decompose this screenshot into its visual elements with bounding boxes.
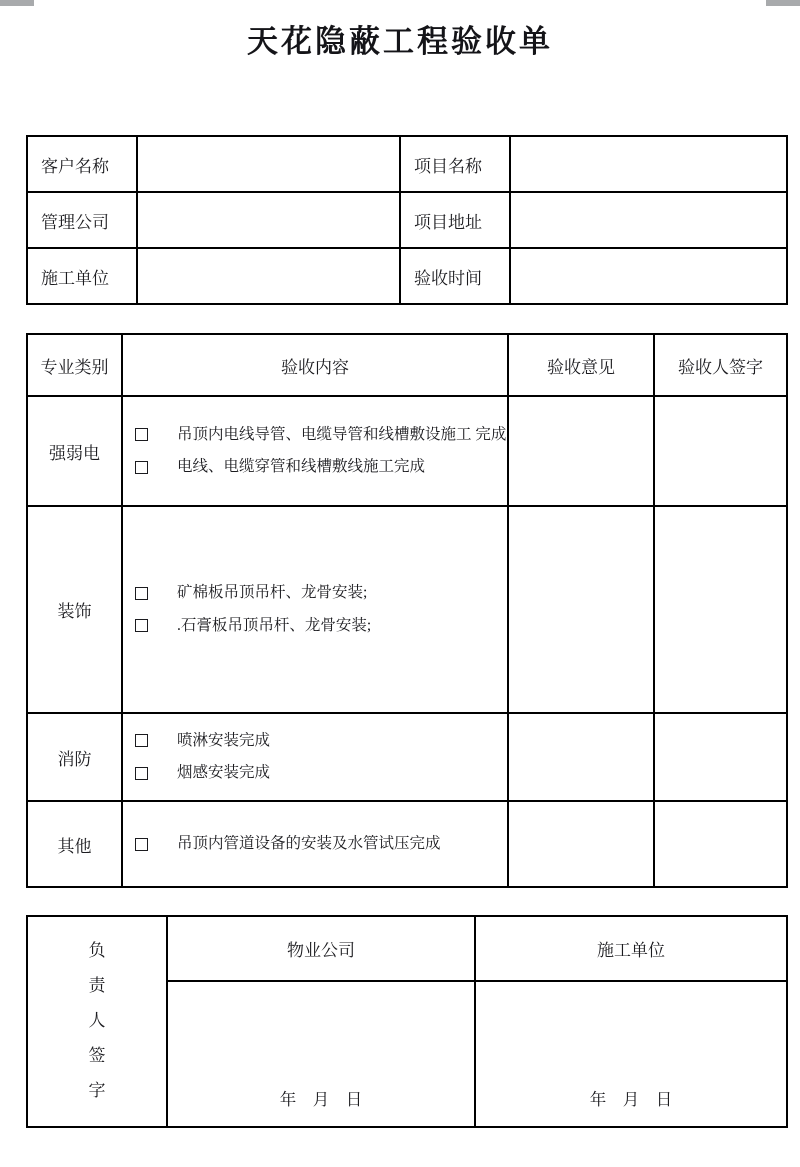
label-customer-name: 客户名称 [27, 136, 137, 192]
value-project-name [510, 136, 787, 192]
opinion-cell [508, 801, 654, 887]
table-row-decoration [27, 506, 787, 713]
check-item-label: 电线、电缆穿管和线槽敷线施工完成 [177, 458, 426, 475]
value-construction-unit [137, 248, 400, 304]
check-item-label: 矿棉板吊顶吊杆、龙骨安装; [177, 584, 368, 602]
date-placeholder: 年 月 日 [589, 1090, 673, 1109]
content-electrical [122, 396, 508, 506]
date-placeholder: 年 月 日 [279, 1090, 363, 1109]
column-construction-unit: 施工单位 [475, 916, 787, 981]
table-row [27, 916, 787, 981]
check-item-label: 吊顶内电线导管、电缆导管和线槽敷设施工 完成 [177, 425, 507, 443]
signature-area-construction [475, 981, 787, 1127]
content-fire [122, 713, 508, 801]
scan-artifact-right [766, 0, 800, 6]
value-acceptance-time [510, 248, 787, 304]
table-row-fire [27, 713, 787, 801]
check-item-label: 烟感安装完成 [177, 764, 271, 781]
list-item [135, 833, 499, 855]
list-item [135, 582, 499, 604]
checkbox-icon [135, 587, 148, 600]
category-fire: 消防 [27, 713, 122, 801]
opinion-cell [508, 506, 654, 713]
checkbox-icon [135, 767, 148, 780]
list-item [135, 762, 499, 784]
project-info-table [26, 135, 788, 305]
opinion-cell [508, 396, 654, 506]
checkbox-icon [135, 734, 148, 747]
content-decoration [122, 506, 508, 713]
list-item [135, 615, 499, 637]
column-property-company: 物业公司 [167, 916, 475, 981]
list-item [135, 730, 499, 752]
signer-cell [654, 506, 787, 713]
label-project-name: 项目名称 [400, 136, 510, 192]
checkbox-icon [135, 461, 148, 474]
label-construction-unit: 施工单位 [27, 248, 137, 304]
value-project-address [510, 192, 787, 248]
check-item-label: 喷淋安装完成 [177, 731, 271, 749]
signature-table [26, 915, 788, 1128]
responsible-person-label-cell [27, 916, 167, 1127]
category-electrical: 强弱电 [27, 396, 122, 506]
check-item-label: .石膏板吊顶吊杆、龙骨安装; [177, 616, 372, 634]
label-acceptance-time: 验收时间 [400, 248, 510, 304]
header-content: 验收内容 [122, 334, 508, 396]
signer-cell [654, 396, 787, 506]
header-category: 专业类别 [27, 334, 122, 396]
content-other [122, 801, 508, 887]
header-signer: 验收人签字 [654, 334, 787, 396]
opinion-cell [508, 713, 654, 801]
value-customer-name [137, 136, 400, 192]
table-row [27, 192, 787, 248]
table-row-other [27, 801, 787, 887]
checkbox-icon [135, 428, 148, 441]
responsible-person-label: 负责人签字 [88, 941, 106, 1100]
label-management-company: 管理公司 [27, 192, 137, 248]
category-other: 其他 [27, 801, 122, 887]
list-item [135, 456, 499, 478]
checkbox-icon [135, 619, 148, 632]
table-header-row [27, 334, 787, 396]
signature-area-property [167, 981, 475, 1127]
scan-artifact-left [0, 0, 34, 6]
acceptance-table [26, 333, 788, 888]
signer-cell [654, 801, 787, 887]
check-item-label: 吊顶内管道设备的安装及水管试压完成 [177, 834, 441, 852]
table-row [27, 248, 787, 304]
signer-cell [654, 713, 787, 801]
label-project-address: 项目地址 [400, 192, 510, 248]
page-title: 天花隐蔽工程验收单 [247, 24, 553, 59]
checkbox-icon [135, 838, 148, 851]
table-row-electrical [27, 396, 787, 506]
table-row [27, 136, 787, 192]
value-management-company [137, 192, 400, 248]
header-opinion: 验收意见 [508, 334, 654, 396]
category-decoration: 装饰 [27, 506, 122, 713]
list-item [135, 424, 507, 446]
